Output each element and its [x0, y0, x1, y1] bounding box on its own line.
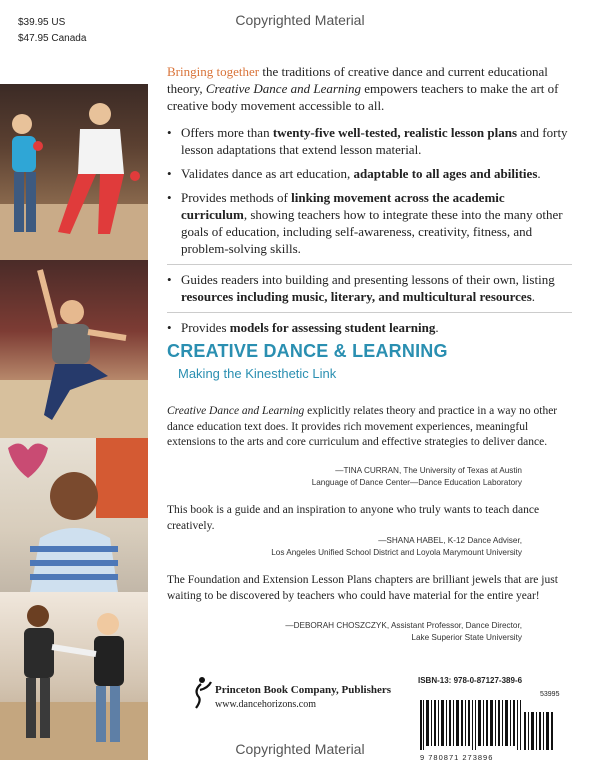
review-quote-3: The Foundation and Extension Lesson Plans chapters are brilliant jewels that are just waiting to be discovered by teachers who could have material for the entire year!	[167, 574, 558, 602]
barcode-price-code: 53995	[540, 691, 560, 698]
description	[167, 63, 572, 343]
watermark-bottom: Copyrighted Material	[235, 741, 365, 757]
barcode-number: 9 780871 273896	[420, 753, 494, 762]
review-quote-1: Creative Dance and Learning explicitly relates theory and practice in a way no other dance education text does. It provides rich movement experiences, meaningful extensions to the arts and core curriculum and effective strategies to deliver dance.	[167, 405, 558, 448]
divider	[167, 312, 572, 313]
review-quote-2: This book is a guide and an inspiration to anyone who truly wants to teach dance creatively.	[167, 504, 540, 532]
list-item: • Guides readers into building and presenting lessons of their own, listing resources including music, literary, and multicultural resources.	[167, 271, 572, 305]
publisher-logo-icon	[190, 676, 212, 710]
list-item: • Provides models for assessing student learning.	[167, 319, 572, 336]
list-item: • Validates dance as art education, adaptable to all ages and abilities.	[167, 165, 572, 182]
price-canada: $47.95 Canada	[18, 33, 87, 44]
book-title: CREATIVE DANCE & LEARNING	[167, 341, 448, 361]
intro-paragraph	[167, 63, 572, 114]
photo-dancing-girls	[0, 84, 148, 260]
list-item: • Offers more than twenty-five well-tested, realistic lesson plans and forty lesson adaptations that extend lesson material.	[167, 124, 572, 158]
review-attribution-2: —SHANA HABEL, K-12 Dance Adviser, Los Angeles Unified School District and Loyola Marymount University	[271, 536, 522, 557]
list-item: • Provides methods of linking movement across the academic curriculum, showing teachers how to integrate these into the many other goals of education, including self-awareness, creativity, fitness, and problem-solving skills.	[167, 189, 572, 257]
review-attribution-1: —TINA CURRAN, The University of Texas at Austin Language of Dance Center—Dance Education Laboratory	[311, 466, 522, 487]
intro-book-title: Creative Dance and Learning	[205, 81, 362, 96]
publisher-name: Princeton Book Company, Publishers	[215, 684, 392, 696]
features-list	[167, 124, 572, 257]
intro-text-a: the traditions of creative dance and current educational theory,	[167, 64, 548, 96]
price-us: $39.95 US	[18, 17, 66, 28]
isbn: ISBN-13: 978-0-87127-389-6	[418, 676, 523, 685]
intro-text-b: empowers teachers to make the art of creative body movement accessible to all.	[167, 81, 559, 113]
publisher-website: www.dancehorizons.com	[215, 699, 316, 710]
features-list-3	[167, 319, 572, 336]
photo-thinking-girl	[0, 438, 148, 592]
intro-lead: Bringing together	[167, 64, 260, 79]
book-subtitle: Making the Kinesthetic Link	[178, 366, 337, 381]
review-attribution-3: —DEBORAH CHOSZCZYK, Assistant Professor, Dance Director, Lake Superior State University	[285, 621, 522, 642]
photo-two-boys-dancing	[0, 592, 148, 760]
photo-jumping-boy	[0, 260, 148, 438]
features-list-2	[167, 271, 572, 305]
divider	[167, 264, 572, 265]
watermark-top: Copyrighted Material	[235, 12, 365, 28]
